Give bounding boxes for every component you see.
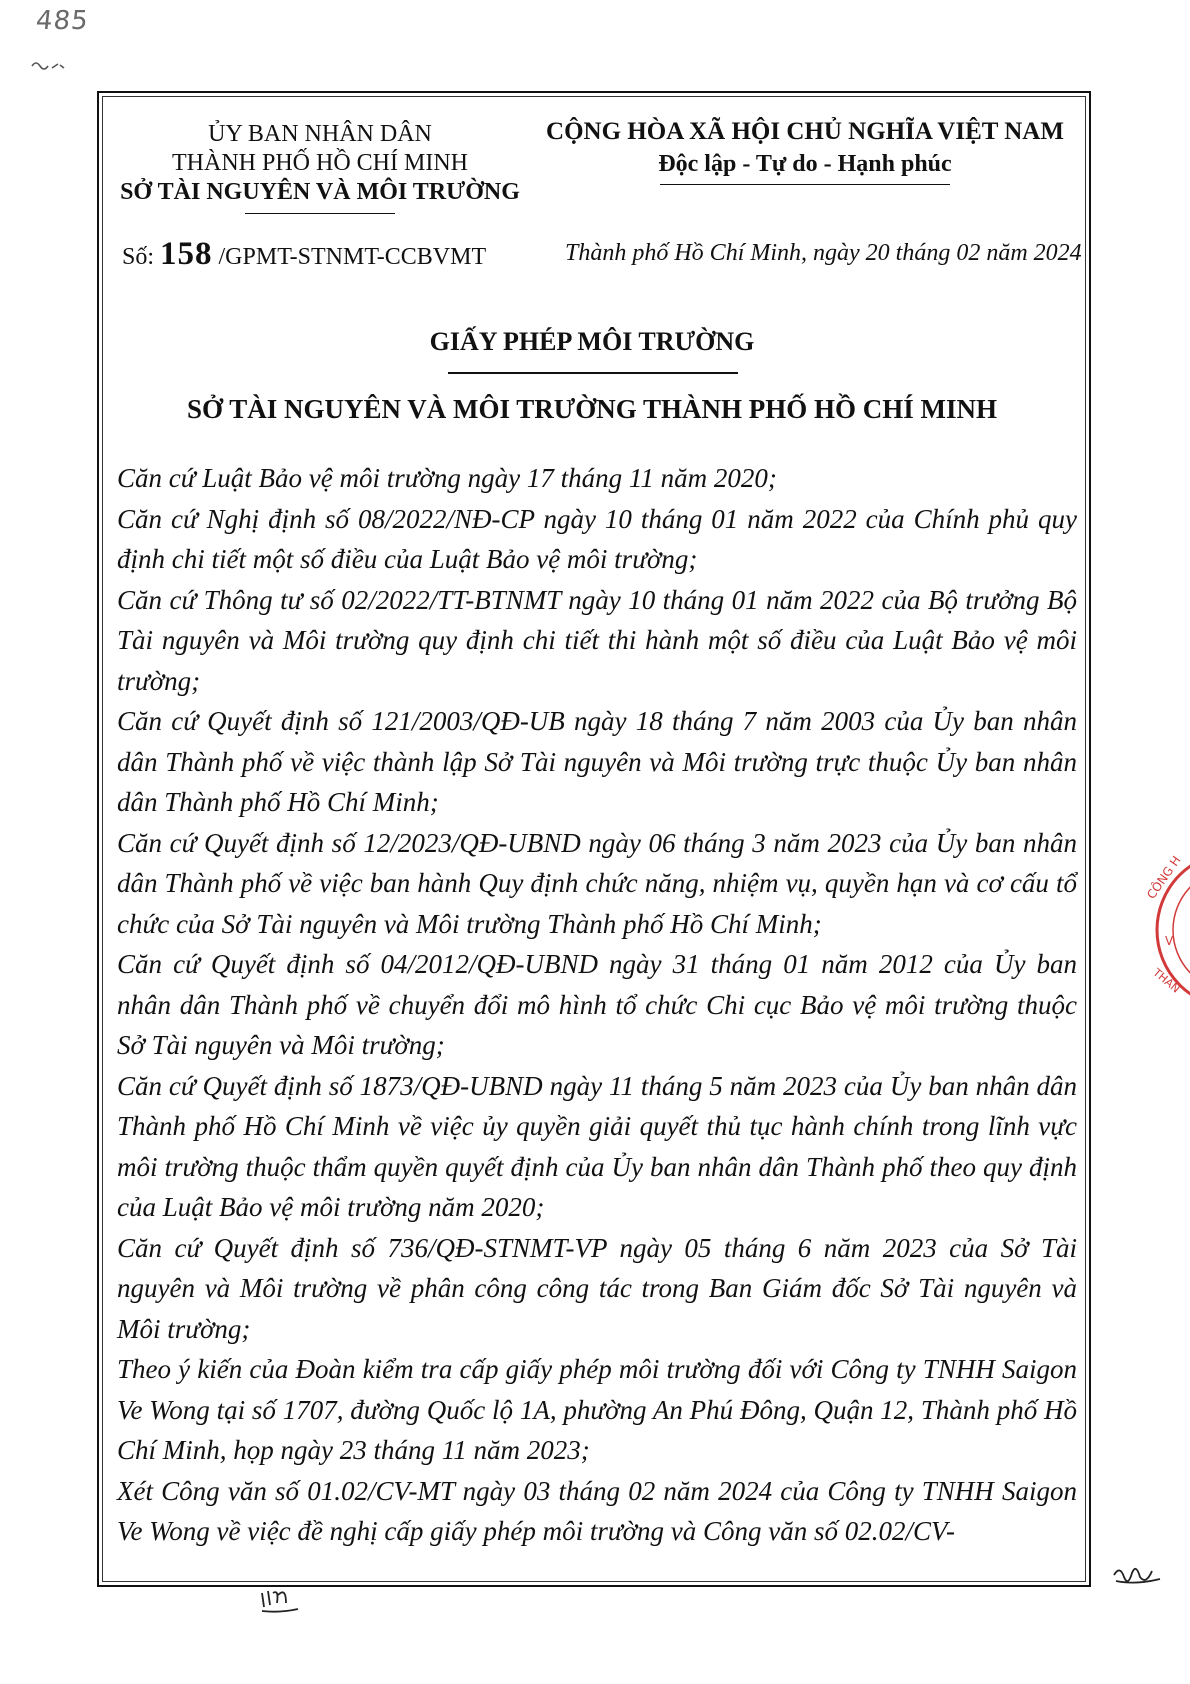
red-seal-stamp (1140, 850, 1190, 1010)
svg-text:THÀN: THÀN (1150, 965, 1183, 996)
agency-underline (245, 213, 395, 214)
legal-basis-body (117, 458, 1077, 1552)
issue-date: Thành phố Hồ Chí Minh, ngày 20 tháng 02 năm 2024 (565, 240, 1082, 266)
handwritten-page-number: 485 (34, 6, 91, 36)
document-number (122, 236, 486, 273)
document-title: GIẤY PHÉP MÔI TRƯỜNG (429, 327, 755, 356)
motto-underline (660, 184, 950, 185)
legal-basis-paragraph: Căn cứ Thông tư số 02/2022/TT-BTNMT ngày 10 tháng 01 năm 2022 của Bộ trưởng Bộ Tài nguyên và Môi trường quy định chi tiết thi hành một số điều của Luật Bảo vệ môi trường; (117, 584, 1077, 696)
legal-basis-paragraph: Căn cứ Quyết định số 121/2003/QĐ-UB ngày 18 tháng 7 năm 2003 của Ủy ban nhân dân Thành phố về việc thành lập Sở Tài nguyên và Môi trường trực thuộc Ủy ban nhân dân Thành phố Hồ Chí Minh; (117, 706, 1077, 817)
agency-line-2: THÀNH PHỐ HỒ CHÍ MINH (172, 150, 468, 176)
initial-signature-right (1110, 1555, 1170, 1590)
issuing-agency-header (110, 120, 530, 214)
number-label: Số: (122, 244, 155, 270)
number-suffix: /GPMT-STNMT-CCBVMT (218, 244, 487, 270)
svg-text:CÔNG H: CÔNG H (1144, 853, 1184, 902)
legal-basis-paragraph: Căn cứ Luật Bảo vệ môi trường ngày 17 tháng 11 năm 2020; (117, 463, 777, 493)
legal-basis-paragraph: Căn cứ Quyết định số 12/2023/QĐ-UBND ngày 06 tháng 3 năm 2023 của Ủy ban nhân dân Thành phố về việc ban hành Quy định chức năng, nhiệm vụ, quyền hạn và cơ cấu tổ chức của Sở Tài nguyên và Môi trường Thành phố Hồ Chí Minh; (117, 827, 1077, 939)
number-value: 158 (160, 236, 213, 272)
agency-line-3: SỞ TÀI NGUYÊN VÀ MÔI TRƯỜNG (120, 179, 520, 205)
legal-basis-paragraph: Căn cứ Quyết định số 736/QĐ-STNMT-VP ngày 05 tháng 6 năm 2023 của Sở Tài nguyên và Môi trường về phân công công tác trong Ban Giám đốc Sở Tài nguyên và Môi trường; (117, 1232, 1077, 1344)
initial-signature-left (258, 1585, 308, 1620)
legal-basis-paragraph: Theo ý kiến của Đoàn kiểm tra cấp giấy phép môi trường đối với Công ty TNHH Saigon Ve Wong tại số 1707, đường Quốc lộ 1A, phường An Phú Đông, Quận 12, Thành phố Hồ Chí Minh, họp ngày 23 tháng 11 năm 2023; (117, 1354, 1077, 1465)
legal-basis-paragraph: Căn cứ Nghị định số 08/2022/NĐ-CP ngày 10 tháng 01 năm 2022 của Chính phủ quy định chi tiết một số điều của Luật Bảo vệ môi trường; (117, 503, 1077, 574)
national-motto-header (540, 116, 1070, 185)
agency-line-1: ỦY BAN NHÂN DÂN (208, 121, 432, 147)
national-motto: Độc lập - Tự do - Hạnh phúc (658, 151, 952, 177)
legal-basis-paragraph: Căn cứ Quyết định số 04/2012/QĐ-UBND ngày 31 tháng 01 năm 2012 của Ủy ban nhân dân Thành phố về chuyển đổi mô hình tổ chức Chi cục Bảo vệ môi trường thuộc Sở Tài nguyên và Môi trường; (117, 949, 1077, 1060)
title-underline (448, 372, 738, 374)
republic-name: CỘNG HÒA XÃ HỘI CHỦ NGHĨA VIỆT NAM (546, 118, 1064, 145)
corner-scribble-mark (30, 56, 70, 76)
issuing-authority: SỞ TÀI NGUYÊN VÀ MÔI TRƯỜNG THÀNH PHỐ HỒ CHÍ MINH (186, 394, 998, 424)
svg-text:V: V (1165, 934, 1174, 948)
legal-basis-paragraph: Xét Công văn số 01.02/CV-MT ngày 03 tháng 02 năm 2024 của Công ty TNHH Saigon Ve Wong về việc đề nghị cấp giấy phép môi trường và Công văn số 02.02/CV- (117, 1475, 1077, 1546)
legal-basis-paragraph: Căn cứ Quyết định số 1873/QĐ-UBND ngày 11 tháng 5 năm 2023 của Ủy ban nhân dân Thành phố Hồ Chí Minh về việc ủy quyền giải quyết thủ tục hành chính trong lĩnh vực môi trường thuộc thẩm quyền quyết định của Ủy ban nhân dân Thành phố theo quy định của Luật Bảo vệ môi trường năm 2020; (117, 1070, 1077, 1222)
